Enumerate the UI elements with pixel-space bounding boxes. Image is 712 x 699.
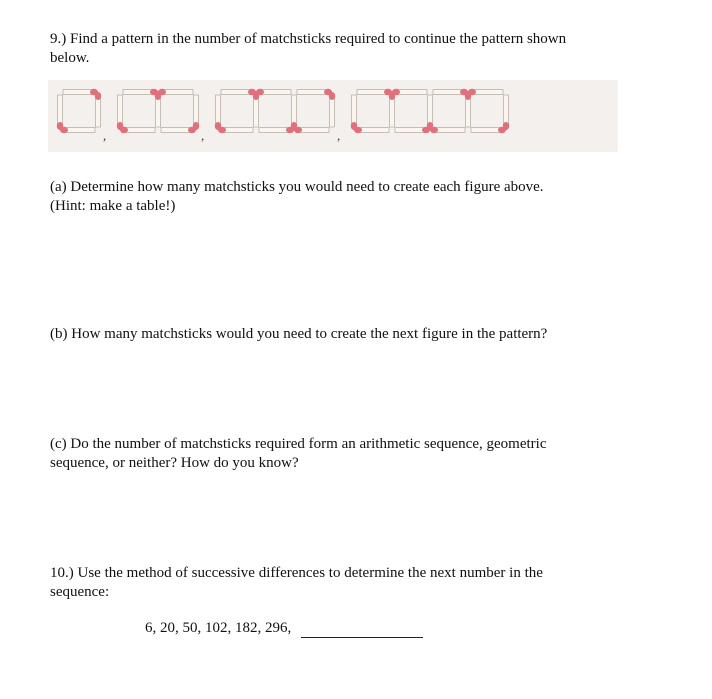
matchstick-vertical [95, 92, 101, 127]
question-9-text-continued: below. [50, 50, 90, 66]
matchstick-vertical [155, 92, 161, 127]
answer-blank-line[interactable] [301, 621, 423, 638]
matchstick-horizontal [294, 127, 329, 133]
number-sequence [145, 618, 423, 638]
matchstick-horizontal [161, 127, 196, 133]
question-10-text: 10.) Use the method of successive differences to determine the next number in the [50, 565, 543, 581]
matchstick-horizontal [158, 89, 193, 95]
matchstick-horizontal [430, 127, 465, 133]
matchstick-horizontal [256, 89, 291, 95]
matchstick-vertical [117, 95, 123, 130]
matchstick-horizontal [63, 89, 98, 95]
matchstick-horizontal [259, 127, 294, 133]
sequence-values: 6, 20, 50, 102, 182, 296, [145, 620, 292, 636]
matchstick-horizontal [297, 89, 332, 95]
matchstick-horizontal [60, 127, 95, 133]
matchstick-vertical [291, 95, 297, 130]
figure-separator-comma: , [337, 128, 341, 143]
matchstick-vertical [389, 92, 395, 127]
matchstick-horizontal [354, 127, 389, 133]
matchstick-vertical [57, 95, 63, 130]
matchstick-vertical [193, 95, 199, 130]
matchstick-horizontal [221, 89, 256, 95]
matchstick-horizontal [395, 127, 430, 133]
part-c-text: (c) Do the number of matchsticks required form an arithmetic sequence, geometric [50, 436, 547, 452]
part-b-text: (b) How many matchsticks would you need to create the next figure in the pattern? [50, 326, 548, 342]
matchstick-vertical [329, 92, 335, 127]
matchstick-horizontal [468, 89, 503, 95]
part-c-text-continued: sequence, or neither? How do you know? [50, 455, 299, 471]
matchstick-vertical [465, 92, 471, 127]
question-9-text: 9.) Find a pattern in the number of matchsticks required to continue the pattern shown [50, 31, 567, 47]
matchstick-vertical [351, 95, 357, 130]
matchstick-vertical [215, 95, 221, 130]
matchstick-horizontal [120, 127, 155, 133]
part-a-hint: (Hint: make a table!) [50, 198, 176, 214]
matchstick-vertical [427, 95, 433, 130]
part-a-text: (a) Determine how many matchsticks you would need to create each figure above. [50, 179, 544, 195]
matchstick-horizontal [433, 89, 468, 95]
matchstick-horizontal [392, 89, 427, 95]
matchstick-horizontal [123, 89, 158, 95]
figure-separator-comma: , [201, 128, 205, 143]
matchstick-horizontal [471, 127, 506, 133]
matchstick-horizontal [357, 89, 392, 95]
matchstick-horizontal [218, 127, 253, 133]
matchstick-vertical [253, 92, 259, 127]
matchstick-pattern-image [48, 80, 618, 152]
question-10-text-continued: sequence: [50, 584, 110, 600]
figure-separator-comma: , [103, 128, 107, 143]
matchstick-vertical [503, 95, 509, 130]
